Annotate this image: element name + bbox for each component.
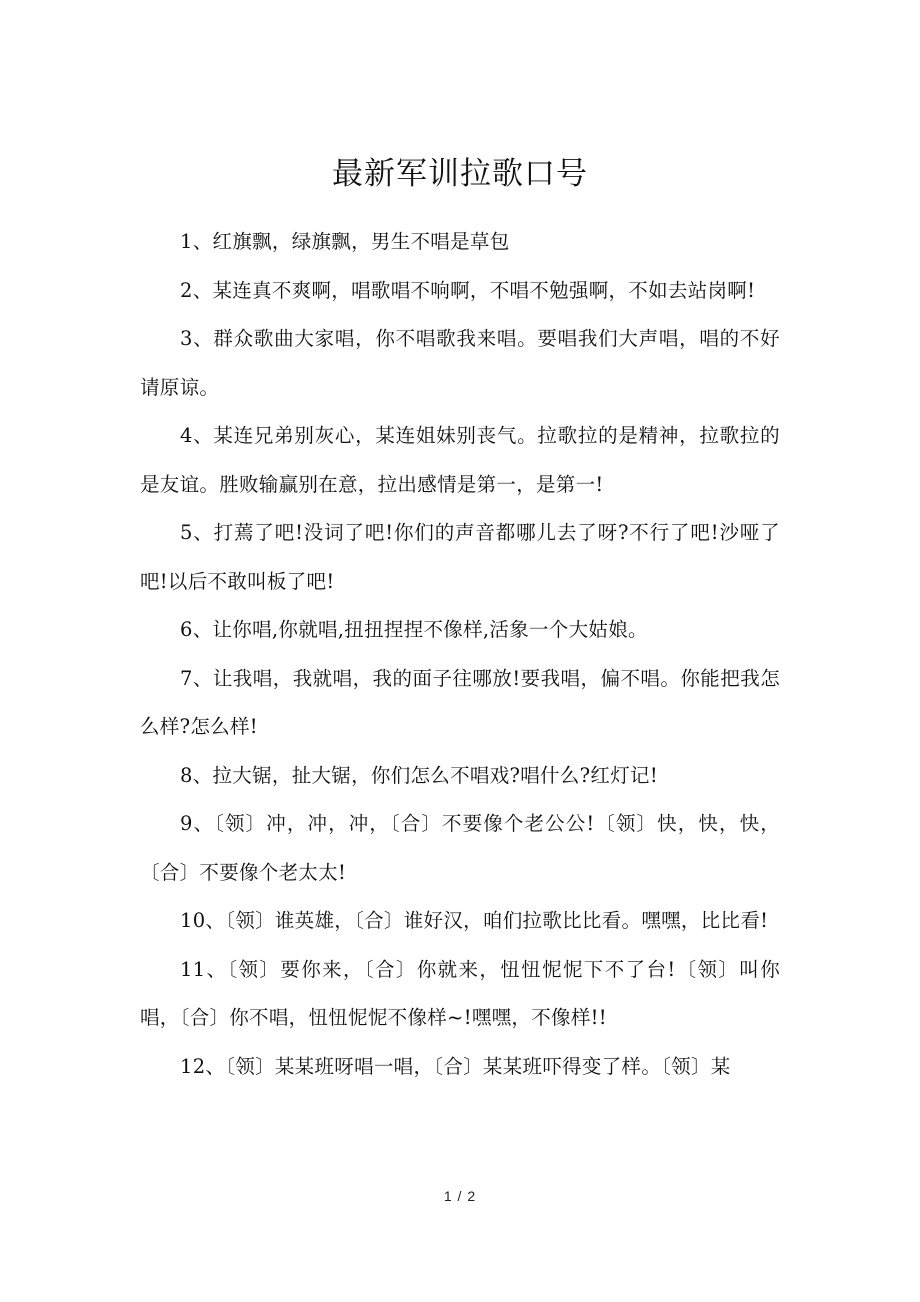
- paragraph-7: 7、让我唱，我就唱，我的面子往哪放!要我唱，偏不唱。你能把我怎么样?怎么样!: [140, 666, 780, 738]
- paragraph-6: 6、让你唱,你就唱,扭扭捏捏不像样,活象一个大姑娘。: [180, 618, 648, 641]
- document-title: 最新军训拉歌口号: [332, 156, 588, 192]
- paragraph-4: 4、某连兄弟别灰心，某连姐妹别丧气。拉歌拉的是精神，拉歌拉的是友谊。胜败输赢别在意，拉出感情是第一，是第一!: [140, 424, 780, 496]
- paragraph-8: 8、拉大锯，扯大锯，你们怎么不唱戏?唱什么?红灯记!: [180, 763, 658, 787]
- paragraph-10: 10、〔领〕谁英雄，〔合〕谁好汉，咱们拉歌比比看。嘿嘿，比比看!: [180, 909, 769, 932]
- paragraph-9: 9、〔领〕冲，冲，冲，〔合〕不要像个老公公!〔领〕快，快，快，〔合〕不要像个老太太!: [140, 812, 780, 884]
- paragraph-12: 12、〔领〕某某班呀唱一唱，〔合〕某某班吓得变了样。〔领〕某: [180, 1054, 731, 1078]
- paragraph-3: 3、群众歌曲大家唱，你不唱歌我来唱。要唱我们大声唱，唱的不好请原谅。: [140, 327, 780, 399]
- document-body: [140, 218, 780, 1091]
- paragraph-5: 5、打蔫了吧!没词了吧!你们的声音都哪儿去了呀?不行了吧!沙哑了吧!以后不敢叫板了吧!: [140, 521, 780, 593]
- paragraph-11: 11、〔领〕要你来，〔合〕你就来，忸忸怩怩下不了台!〔领〕叫你唱，〔合〕你不唱，忸忸怩怩不像样~!嘿嘿，不像样!!: [140, 957, 780, 1029]
- page-number: 1 / 2: [443, 1188, 477, 1204]
- paragraph-1: 1、红旗飘，绿旗飘，男生不唱是草包: [180, 230, 510, 253]
- paragraph-2: 2、某连真不爽啊，唱歌唱不响啊，不唱不勉强啊，不如去站岗啊!: [180, 278, 756, 302]
